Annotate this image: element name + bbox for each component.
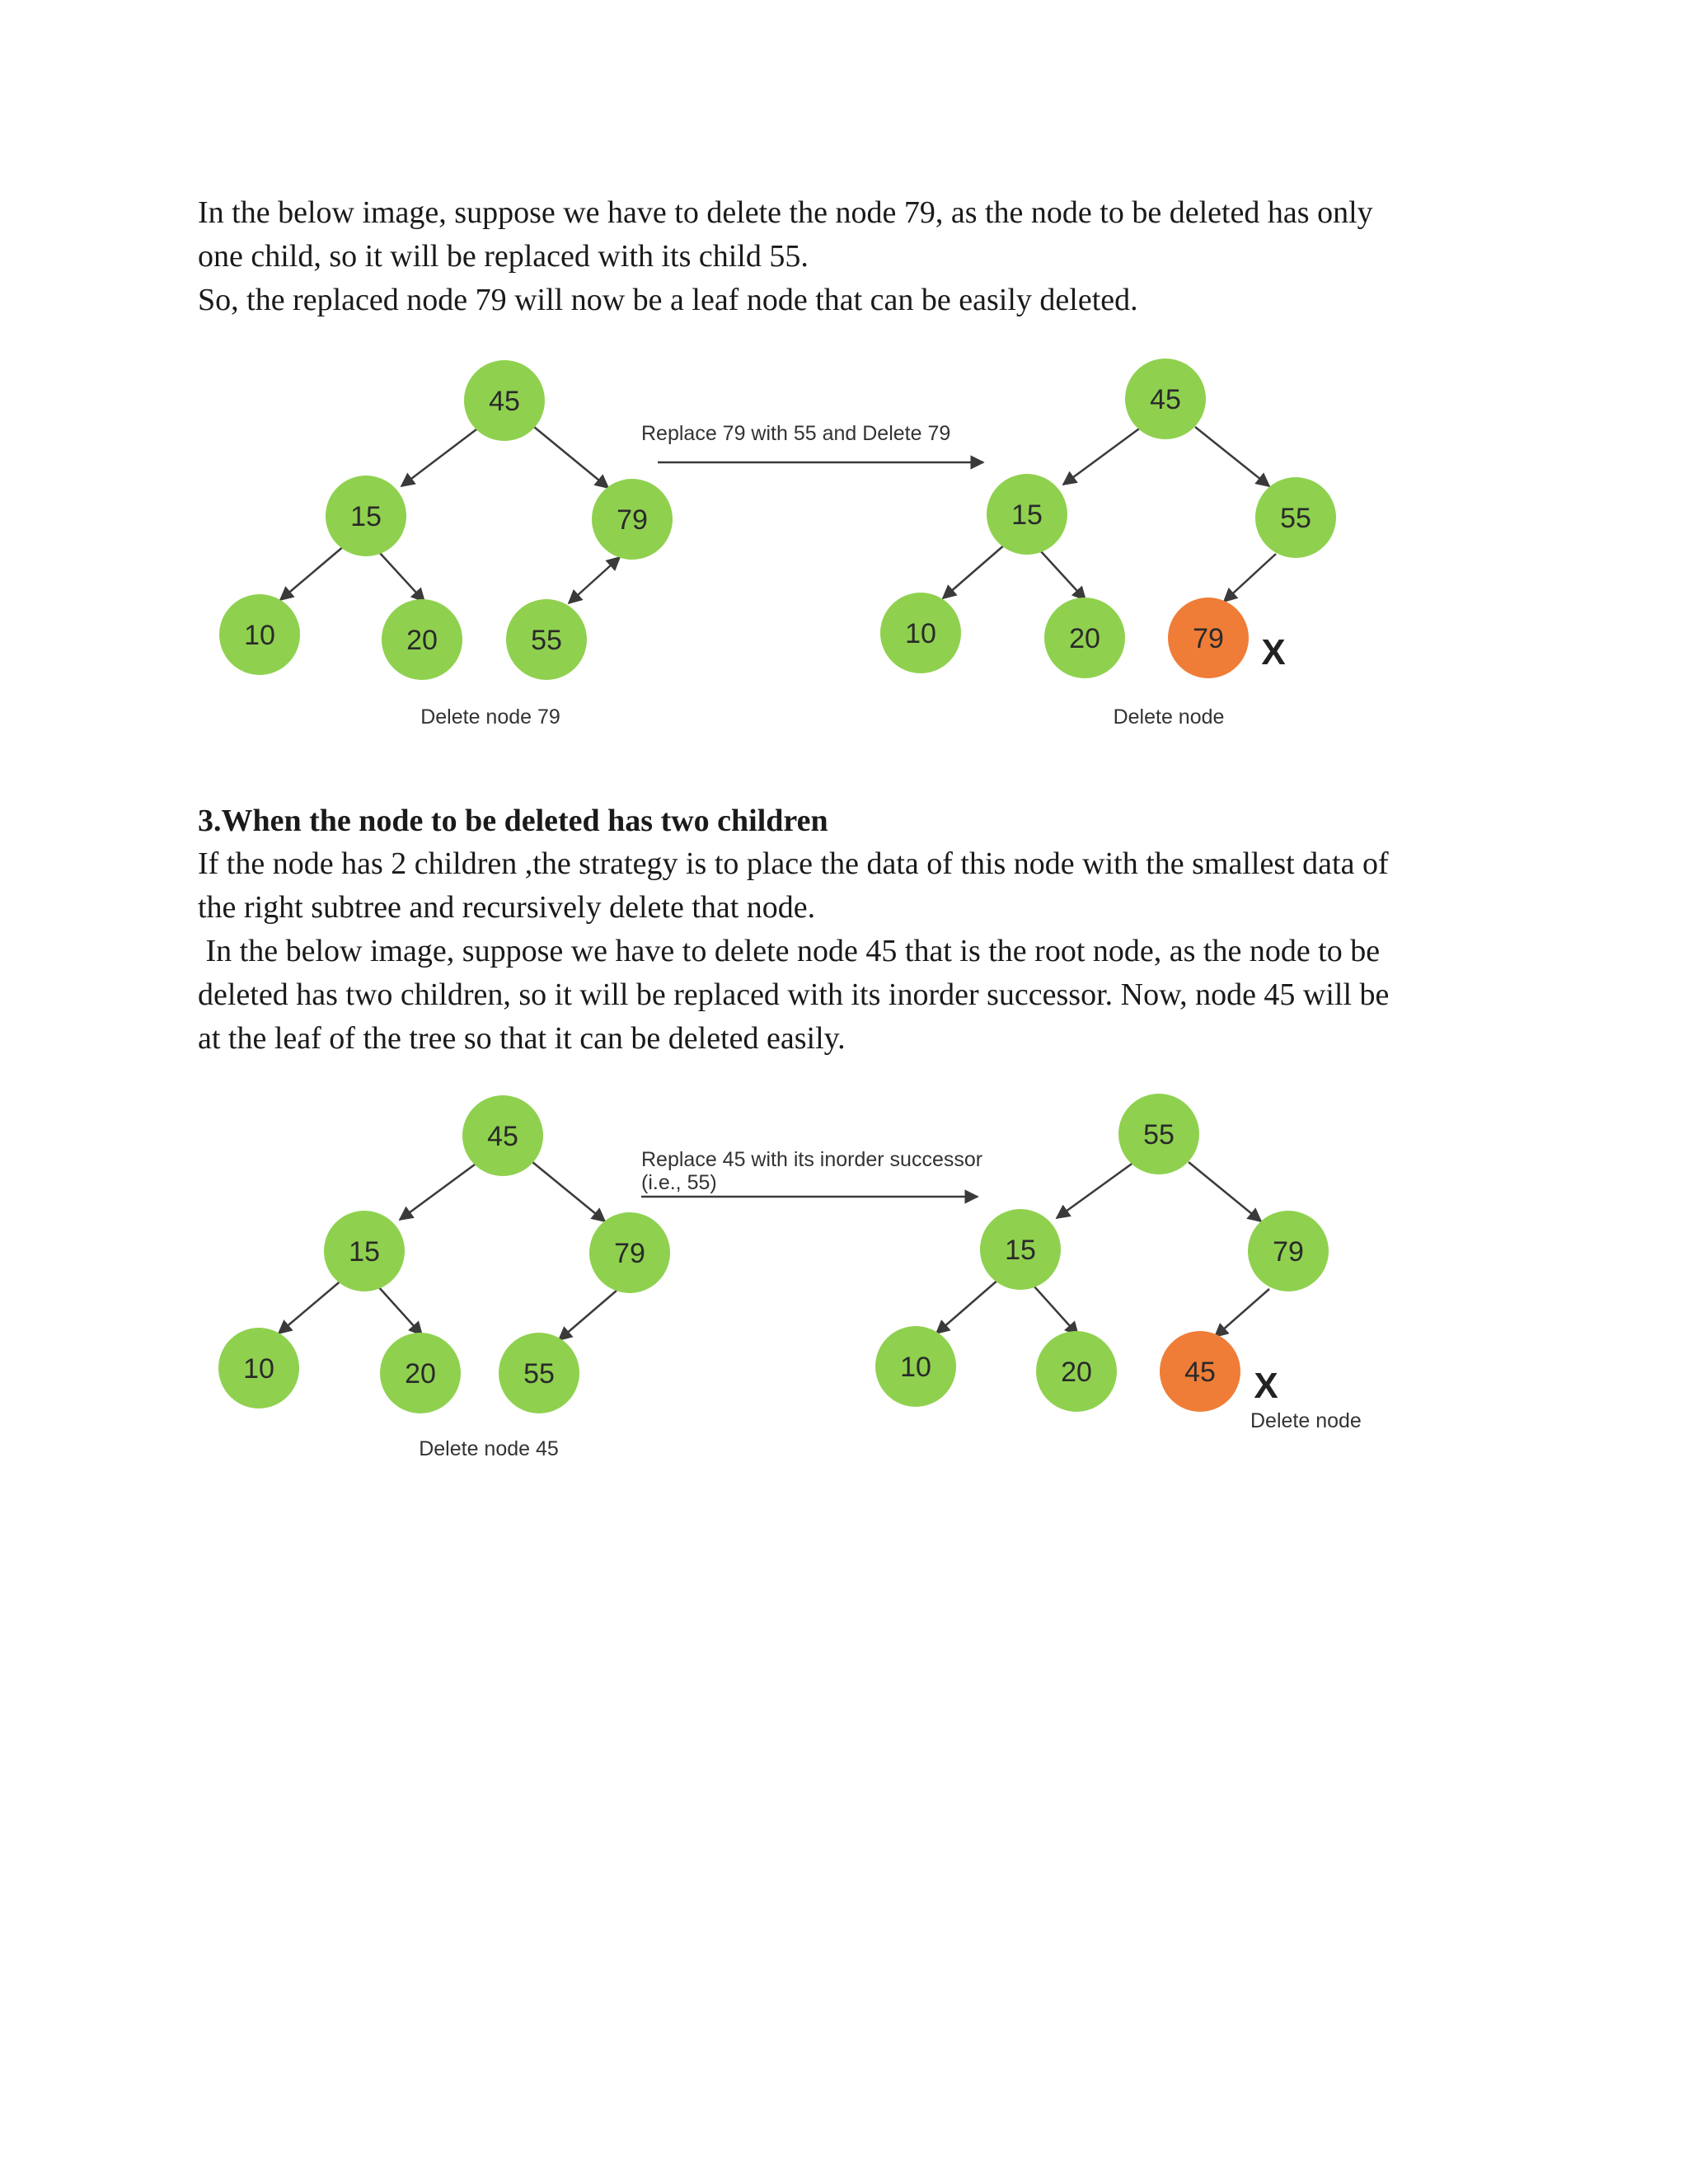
svg-text:45: 45 bbox=[487, 1121, 518, 1152]
section3-paragraph-2: In the below image, suppose we have to delete node 45 that is the root node, as the node to be deleted has two children, so it will be replaced with its inorder successor. Now, node 45 will be at the leaf of the tree so that it can be deleted easily. bbox=[198, 934, 1390, 1056]
svg-text:55: 55 bbox=[531, 625, 562, 656]
edge bbox=[1034, 1286, 1078, 1335]
edge bbox=[1057, 1162, 1134, 1218]
delete-x-mark: X bbox=[1261, 632, 1286, 673]
svg-text:79: 79 bbox=[617, 504, 648, 536]
tree-node bbox=[1036, 1331, 1117, 1412]
svg-text:10: 10 bbox=[243, 1353, 274, 1385]
edge bbox=[1215, 1289, 1269, 1337]
svg-text:10: 10 bbox=[905, 618, 936, 649]
tree-node bbox=[382, 599, 462, 680]
edge bbox=[1195, 427, 1269, 486]
svg-text:20: 20 bbox=[405, 1358, 436, 1390]
edge bbox=[532, 1162, 605, 1221]
edge bbox=[1040, 551, 1085, 600]
svg-text:55: 55 bbox=[1280, 503, 1311, 534]
edge bbox=[1224, 554, 1276, 602]
edge bbox=[1063, 427, 1142, 485]
intro-paragraph-2: So, the replaced node 79 will now be a leaf node that can be easily deleted. bbox=[198, 283, 1138, 317]
tree-after bbox=[875, 1094, 1362, 1432]
svg-text:15: 15 bbox=[350, 501, 382, 532]
tree-node bbox=[462, 1095, 543, 1176]
svg-text:15: 15 bbox=[1011, 499, 1043, 531]
delete-x-mark: X bbox=[1254, 1366, 1278, 1406]
svg-text:20: 20 bbox=[1061, 1357, 1092, 1388]
svg-text:45: 45 bbox=[489, 386, 520, 417]
tree-node bbox=[464, 360, 545, 441]
tree-node bbox=[880, 593, 961, 673]
tree-before bbox=[219, 360, 673, 729]
tree-node bbox=[218, 1328, 299, 1408]
tree-node bbox=[1044, 598, 1125, 678]
tree-node bbox=[380, 1333, 461, 1413]
svg-text:15: 15 bbox=[1005, 1235, 1036, 1266]
svg-text:15: 15 bbox=[349, 1236, 380, 1268]
tree-node bbox=[589, 1212, 670, 1293]
transform-label: Replace 79 with 55 and Delete 79 bbox=[641, 422, 951, 445]
svg-text:55: 55 bbox=[523, 1358, 555, 1390]
diagram-caption: Delete node bbox=[1250, 1409, 1362, 1432]
section3-paragraph-1: If the node has 2 children ,the strategy is to place the data of this node with the smallest data of the right subtree and recursively delete that node. bbox=[198, 846, 1389, 925]
diagram-delete-node-79 bbox=[0, 346, 1688, 758]
tree-node bbox=[219, 594, 300, 675]
svg-text:10: 10 bbox=[900, 1352, 931, 1383]
section-heading: 3.When the node to be deleted has two children bbox=[198, 804, 828, 838]
tree-before bbox=[218, 1095, 670, 1460]
tree-after bbox=[880, 359, 1336, 729]
edge bbox=[280, 546, 345, 600]
diagram-caption: Delete node 45 bbox=[419, 1437, 559, 1460]
intro-paragraph bbox=[198, 191, 1493, 279]
tree-node bbox=[1125, 359, 1206, 439]
svg-text:79: 79 bbox=[1193, 623, 1224, 654]
tree-node-deleted bbox=[1168, 598, 1249, 678]
tree-node bbox=[506, 599, 587, 680]
diagram-delete-node-45 bbox=[0, 1080, 1688, 1475]
edge bbox=[569, 557, 620, 603]
edge bbox=[279, 1279, 343, 1333]
tree-node bbox=[1118, 1094, 1199, 1174]
tree-node bbox=[326, 476, 406, 556]
transform-label-2: (i.e., 55) bbox=[641, 1171, 717, 1194]
tree-node bbox=[987, 474, 1067, 555]
svg-text:79: 79 bbox=[1273, 1236, 1304, 1268]
tree-node bbox=[592, 479, 673, 560]
tree-node bbox=[980, 1209, 1061, 1290]
svg-text:45: 45 bbox=[1184, 1357, 1216, 1388]
tree-node bbox=[324, 1211, 405, 1291]
svg-text:79: 79 bbox=[614, 1238, 645, 1269]
edge bbox=[379, 552, 424, 602]
svg-text:10: 10 bbox=[244, 620, 275, 651]
tree-node bbox=[1248, 1211, 1329, 1291]
tree-node bbox=[499, 1333, 579, 1413]
tree-node bbox=[875, 1326, 956, 1407]
diagram-caption: Delete node bbox=[1113, 705, 1225, 729]
edge bbox=[401, 427, 480, 486]
tree-node-deleted bbox=[1160, 1331, 1240, 1412]
svg-text:20: 20 bbox=[1069, 623, 1100, 654]
transform-label: Replace 45 with its inorder successor bbox=[641, 1148, 983, 1171]
tree-node bbox=[1255, 477, 1336, 558]
svg-text:55: 55 bbox=[1143, 1119, 1175, 1151]
edge bbox=[1189, 1162, 1261, 1221]
svg-text:45: 45 bbox=[1150, 384, 1181, 415]
edge bbox=[400, 1162, 478, 1220]
edge bbox=[559, 1291, 617, 1340]
svg-text:20: 20 bbox=[406, 625, 438, 656]
edge bbox=[534, 427, 608, 488]
intro-line-2: one child, so it will be replaced with its child 55. bbox=[198, 239, 809, 274]
edge bbox=[936, 1279, 999, 1333]
edge bbox=[377, 1286, 422, 1335]
edge bbox=[943, 544, 1006, 598]
diagram-caption: Delete node 79 bbox=[420, 705, 560, 729]
intro-line-1: In the below image, suppose we have to delete the node 79, as the node to be deleted has only bbox=[198, 195, 1373, 230]
